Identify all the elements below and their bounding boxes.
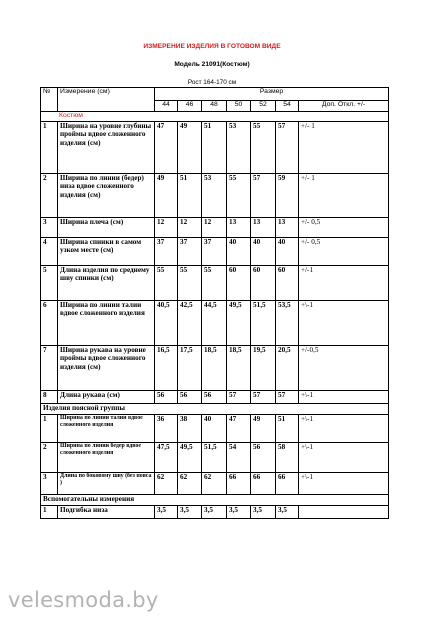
measurement-name: Длина по боковому шву (без пояса ) <box>58 472 155 494</box>
size-label: 44 <box>155 101 178 112</box>
size-value: 55 <box>227 173 251 217</box>
size-value: 59 <box>276 173 299 217</box>
size-value: 53 <box>202 173 227 217</box>
size-value: 40 <box>251 237 276 265</box>
size-value: 51,5 <box>202 442 227 472</box>
tolerance-value: +/- 1 <box>299 173 389 217</box>
size-value: 3,5 <box>227 505 251 518</box>
size-value: 53 <box>227 121 251 173</box>
size-value: 57 <box>276 121 299 173</box>
tolerance-value: +\-1 <box>299 390 389 403</box>
size-value: 47 <box>227 414 251 442</box>
table-row <box>41 217 389 237</box>
size-label: 52 <box>251 101 276 112</box>
size-value: 57 <box>227 390 251 403</box>
tolerance-value: +\-1 <box>299 472 389 494</box>
size-value: 55 <box>155 265 178 300</box>
header-measurement: Измерение (см) <box>58 88 155 112</box>
size-value: 54 <box>227 442 251 472</box>
size-value: 57 <box>251 390 276 403</box>
size-value: 16,5 <box>155 345 178 390</box>
table-row <box>41 237 389 265</box>
size-value: 60 <box>276 265 299 300</box>
measurement-name: Ширина на уровне глубины проймы вдвое сложенного изделия (см) <box>58 121 155 173</box>
size-value: 62 <box>178 472 202 494</box>
size-value: 55 <box>178 265 202 300</box>
size-value: 12 <box>202 217 227 237</box>
section-title-auxiliary: Вспомогательны измерения <box>41 494 389 505</box>
size-value: 51,5 <box>251 300 276 345</box>
row-number: 7 <box>41 345 58 390</box>
header-size: Размер <box>155 88 389 101</box>
size-value: 37 <box>155 237 178 265</box>
size-value: 17,5 <box>178 345 202 390</box>
measurement-name: Ширина по линии (бедер) низа вдвое сложенного изделия (см) <box>58 173 155 217</box>
size-value: 56 <box>155 390 178 403</box>
table-row <box>41 300 389 345</box>
row-number: 8 <box>41 390 58 403</box>
size-value: 3,5 <box>155 505 178 518</box>
section-row <box>41 403 389 414</box>
size-value: 49,5 <box>227 300 251 345</box>
measurement-name: Длина рукава (см) <box>58 390 155 403</box>
size-value: 66 <box>276 472 299 494</box>
size-value: 47 <box>155 121 178 173</box>
size-label: 46 <box>178 101 202 112</box>
size-value: 66 <box>251 472 276 494</box>
size-value: 62 <box>202 472 227 494</box>
size-value: 55 <box>202 265 227 300</box>
size-value: 55 <box>251 121 276 173</box>
size-value: 51 <box>178 173 202 217</box>
row-number: 2 <box>41 442 58 472</box>
model-name: Модель 21091(Костюм) <box>174 61 250 68</box>
tolerance-value: +/- 0,5 <box>299 217 389 237</box>
size-value: 19,5 <box>251 345 276 390</box>
size-label: 48 <box>202 101 227 112</box>
size-value: 3,5 <box>251 505 276 518</box>
size-value: 49 <box>251 414 276 442</box>
size-value: 47,5 <box>155 442 178 472</box>
size-value: 37 <box>178 237 202 265</box>
header-row <box>41 88 389 101</box>
measurement-name: Ширина рукава на уровне проймы вдвое сложенного изделия (см) <box>58 345 155 390</box>
table-row <box>41 390 389 403</box>
tolerance-value: +/-1 <box>299 265 389 300</box>
size-value: 20,5 <box>276 345 299 390</box>
size-value: 57 <box>251 173 276 217</box>
measurement-name: Подгибка низа <box>58 505 155 518</box>
size-value: 40 <box>227 237 251 265</box>
row-number: 4 <box>41 237 58 265</box>
size-value: 58 <box>276 442 299 472</box>
measurement-name: Ширина по линии талии вдвое сложенного изделия <box>58 414 155 442</box>
measurement-name: Ширина по линии талии вдвое сложенного изделия <box>58 300 155 345</box>
tolerance-value: +\-1 <box>299 414 389 442</box>
tolerance-value <box>299 505 389 518</box>
watermark: velesmoda.by <box>8 588 159 612</box>
row-number: 1 <box>41 121 58 173</box>
section-row <box>41 494 389 505</box>
tolerance-value: +/- 1 <box>299 121 389 173</box>
row-number: 2 <box>41 173 58 217</box>
size-label: 50 <box>227 101 251 112</box>
size-value: 18,5 <box>202 345 227 390</box>
size-value: 60 <box>227 265 251 300</box>
section-title-waist-group: Изделия поясной группы <box>41 403 389 414</box>
size-value: 51 <box>202 121 227 173</box>
row-number: 3 <box>41 472 58 494</box>
size-label: 54 <box>276 101 299 112</box>
size-value: 3,5 <box>202 505 227 518</box>
size-value: 66 <box>227 472 251 494</box>
header-tolerance: Доп. Откл. +/- <box>299 101 389 112</box>
size-value: 49 <box>155 173 178 217</box>
measurements-table <box>40 87 389 519</box>
size-value: 38 <box>178 414 202 442</box>
size-value: 56 <box>178 390 202 403</box>
size-value: 13 <box>276 217 299 237</box>
size-value: 36 <box>155 414 178 442</box>
table-row <box>41 173 389 217</box>
row-number: 3 <box>41 217 58 237</box>
section-row <box>41 112 389 122</box>
size-value: 37 <box>202 237 227 265</box>
size-value: 3,5 <box>178 505 202 518</box>
size-value: 13 <box>227 217 251 237</box>
document-title: ИЗМЕРЕНИЕ ИЗДЕЛИЯ В ГОТОВОМ ВИДЕ <box>143 43 281 50</box>
size-value: 53,5 <box>276 300 299 345</box>
size-value: 18,5 <box>227 345 251 390</box>
measurement-name: Длина изделия по среднему шву спинки (см) <box>58 265 155 300</box>
size-value: 12 <box>155 217 178 237</box>
header-number: № <box>41 88 58 112</box>
tolerance-value: +/-0,5 <box>299 345 389 390</box>
tolerance-value: +\-1 <box>299 442 389 472</box>
size-value: 40 <box>202 414 227 442</box>
size-value: 60 <box>251 265 276 300</box>
tolerance-value: +\-1 <box>299 300 389 345</box>
row-number: 5 <box>41 265 58 300</box>
section-title-suit: Костюм <box>41 112 389 122</box>
table-row <box>41 121 389 173</box>
measurement-name: Ширина спинки в самом узком месте (см) <box>58 237 155 265</box>
row-number: 1 <box>41 505 58 518</box>
size-value: 44,5 <box>202 300 227 345</box>
table-row <box>41 472 389 494</box>
table-row <box>41 505 389 518</box>
size-value: 3,5 <box>276 505 299 518</box>
row-number: 6 <box>41 300 58 345</box>
tolerance-value: +/- 0,5 <box>299 237 389 265</box>
size-value: 49 <box>178 121 202 173</box>
size-value: 42,5 <box>178 300 202 345</box>
size-value: 57 <box>276 390 299 403</box>
size-value: 40 <box>276 237 299 265</box>
height-range: Рост 164-170 см <box>187 79 237 86</box>
measurement-name: Ширина плеча (см) <box>58 217 155 237</box>
size-value: 40,5 <box>155 300 178 345</box>
size-value: 13 <box>251 217 276 237</box>
size-value: 12 <box>178 217 202 237</box>
table-row <box>41 265 389 300</box>
table-row <box>41 345 389 390</box>
size-value: 56 <box>202 390 227 403</box>
table-row <box>41 442 389 472</box>
size-value: 51 <box>276 414 299 442</box>
row-number: 1 <box>41 414 58 442</box>
table-row <box>41 414 389 442</box>
size-value: 62 <box>155 472 178 494</box>
measurement-name: Ширина по линии бедер вдвое сложенного изделия <box>58 442 155 472</box>
size-value: 49,5 <box>178 442 202 472</box>
size-value: 56 <box>251 442 276 472</box>
